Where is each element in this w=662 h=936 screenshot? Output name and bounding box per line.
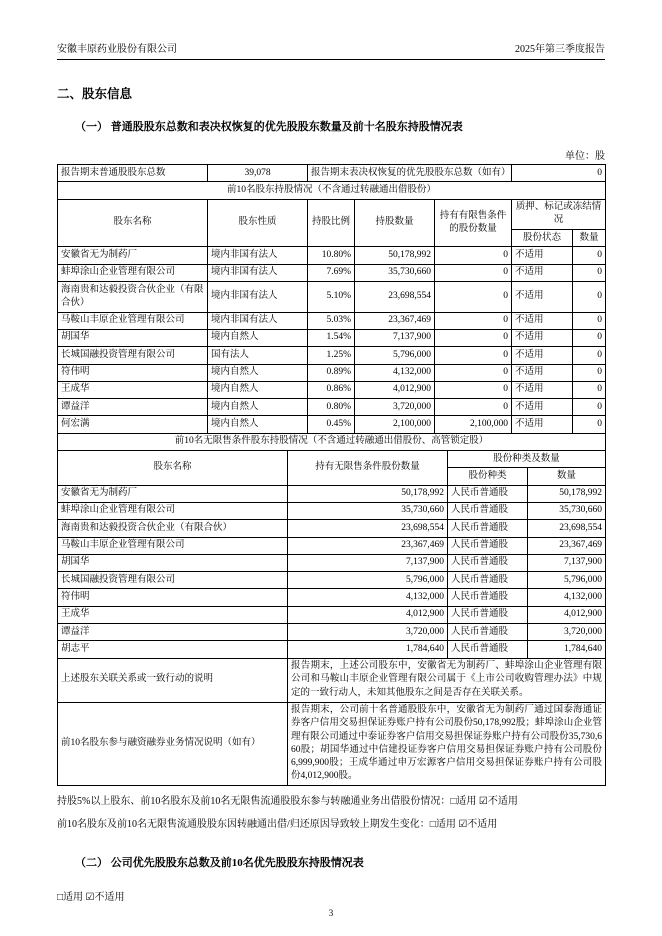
table1-header-row bbox=[58, 199, 606, 230]
cell-shareholder-nature: 境内非国有法人 bbox=[208, 264, 308, 281]
cell-shareholder-name: 蚌埠涂山企业管理有限公司 bbox=[58, 502, 288, 519]
note-row-relationships bbox=[58, 658, 606, 702]
cell-share-class: 人民币普通股 bbox=[448, 554, 528, 571]
cell-shareholder-name: 谭益洋 bbox=[58, 624, 288, 641]
cell-unrestricted-shares: 5,796,000 bbox=[288, 572, 448, 589]
cell-pledge-status: 不适用 bbox=[512, 399, 573, 416]
cell-share-class: 人民币普通股 bbox=[448, 520, 528, 537]
cell-pledge-qty: 0 bbox=[573, 282, 606, 313]
cell-holding-ratio: 1.54% bbox=[308, 329, 355, 346]
cell-shareholder-nature: 境内自然人 bbox=[208, 364, 308, 381]
table-row bbox=[58, 364, 606, 381]
table-row bbox=[58, 312, 606, 329]
cell-pledge-status: 不适用 bbox=[512, 381, 573, 398]
header-report-title: 2025年第三季度报告 bbox=[515, 44, 605, 55]
cell-pledge-qty: 0 bbox=[573, 347, 606, 364]
col-header-restricted-shares: 持有有限售条件的股份数量 bbox=[435, 199, 512, 247]
cell-shareholder-name: 谭益洋 bbox=[58, 399, 208, 416]
cell-share-qty: 7,137,900 bbox=[528, 554, 606, 571]
table1-section-header: 前10名股东持股情况（不含通过转融通出借股份） bbox=[58, 182, 606, 199]
cell-unrestricted-shares: 7,137,900 bbox=[288, 554, 448, 571]
table-row bbox=[58, 624, 606, 641]
cell-shareholder-name: 符伟明 bbox=[58, 364, 208, 381]
cell-restricted-shares: 0 bbox=[435, 347, 512, 364]
cell-shareholder-name: 符伟明 bbox=[58, 589, 288, 606]
table1-rows bbox=[58, 247, 606, 433]
note-label-margin-trading: 前10名股东参与融资融券业务情况说明（如有） bbox=[58, 702, 288, 786]
table-row bbox=[58, 502, 606, 519]
cell-pledge-qty: 0 bbox=[573, 264, 606, 281]
col-header-shares-held: 持股数量 bbox=[355, 199, 435, 247]
col-header-share-class: 股份种类 bbox=[448, 468, 528, 485]
cell-shareholder-name: 马鞍山丰原企业管理有限公司 bbox=[58, 312, 208, 329]
cell-shares-held: 23,367,469 bbox=[355, 312, 435, 329]
cell-shares-held: 35,730,660 bbox=[355, 264, 435, 281]
cell-shareholder-name: 胡国华 bbox=[58, 329, 208, 346]
summary-label-preferred-shareholders: 报告期末表决权恢复的优先股股东总数（如有） bbox=[308, 165, 512, 182]
table-row bbox=[58, 347, 606, 364]
cell-shares-held: 50,178,992 bbox=[355, 247, 435, 264]
cell-restricted-shares: 2,100,000 bbox=[435, 416, 512, 433]
cell-share-qty: 4,012,900 bbox=[528, 606, 606, 623]
table2-section-header: 前10名无限售条件股东持股情况（不含通过转融通出借股份、高管锁定股） bbox=[58, 433, 606, 450]
cell-shareholder-name: 安徽省无为制药厂 bbox=[58, 485, 288, 502]
cell-share-class: 人民币普通股 bbox=[448, 572, 528, 589]
table2-rows bbox=[58, 485, 606, 658]
col-header-unrestricted-shares: 持有无限售条件股份数量 bbox=[288, 451, 448, 486]
subsection2-applicability: □适用 ☑不适用 bbox=[57, 892, 125, 904]
summary-value-common-shareholders: 39,078 bbox=[208, 165, 308, 182]
col-header-holding-ratio: 持股比例 bbox=[308, 199, 355, 247]
cell-restricted-shares: 0 bbox=[435, 247, 512, 264]
table-row bbox=[58, 520, 606, 537]
cell-holding-ratio: 0.86% bbox=[308, 381, 355, 398]
cell-share-qty: 1,784,640 bbox=[528, 641, 606, 658]
footnote-securities-lending: 持股5%以上股东、前10名股东及前10名无限售流通股股东参与转融通业务出借股份情况：□适用 ☑不适用 bbox=[57, 796, 518, 808]
cell-shareholder-name: 王成华 bbox=[58, 381, 208, 398]
table-row bbox=[58, 606, 606, 623]
cell-share-qty: 35,730,660 bbox=[528, 502, 606, 519]
table-row bbox=[58, 554, 606, 571]
table-row bbox=[58, 399, 606, 416]
cell-pledge-status: 不适用 bbox=[512, 312, 573, 329]
cell-shareholder-nature: 境内自然人 bbox=[208, 329, 308, 346]
cell-pledge-qty: 0 bbox=[573, 364, 606, 381]
cell-unrestricted-shares: 4,132,000 bbox=[288, 589, 448, 606]
cell-holding-ratio: 5.10% bbox=[308, 282, 355, 313]
cell-holding-ratio: 1.25% bbox=[308, 347, 355, 364]
cell-shares-held: 2,100,000 bbox=[355, 416, 435, 433]
col-header-pledge-group: 质押、标记或冻结情况 bbox=[512, 199, 606, 230]
cell-shares-held: 7,137,900 bbox=[355, 329, 435, 346]
cell-shareholder-name: 安徽省无为制药厂 bbox=[58, 247, 208, 264]
cell-pledge-qty: 0 bbox=[573, 416, 606, 433]
subsection1-title: （一） 普通股股东总数和表决权恢复的优先股股东数量及前十名股东持股情况表 bbox=[75, 121, 463, 133]
cell-pledge-qty: 0 bbox=[573, 312, 606, 329]
unrestricted-shareholders-table bbox=[57, 433, 606, 787]
table1-head bbox=[58, 165, 606, 247]
cell-unrestricted-shares: 23,698,554 bbox=[288, 520, 448, 537]
col-header-share-qty: 数量 bbox=[528, 468, 606, 485]
cell-shareholder-name: 何宏满 bbox=[58, 416, 208, 433]
cell-pledge-qty: 0 bbox=[573, 247, 606, 264]
table-row bbox=[58, 282, 606, 313]
col-header-pledge-qty: 数量 bbox=[573, 230, 606, 247]
table-notes bbox=[58, 658, 606, 786]
note-text-margin-trading: 报告期末，公司前十名普通股股东中，安徽省无为制药厂通过国泰海通证券客户信用交易担保证券账户持有公司股份50,178,992股；蚌埠涂山企业管理有限公司通过中泰证券客户信用交易担保证券账户持有公司股份35,730,660股；胡国华通过中信建投证券客户信用交易担保证券账户持有公司股份6,999,900股；王成华通过申万宏源客户信用交易担保证券账户持有公司股份4,012,900股。 bbox=[288, 702, 606, 786]
cell-share-class: 人民币普通股 bbox=[448, 589, 528, 606]
cell-holding-ratio: 5.03% bbox=[308, 312, 355, 329]
cell-restricted-shares: 0 bbox=[435, 329, 512, 346]
cell-pledge-status: 不适用 bbox=[512, 247, 573, 264]
cell-share-qty: 23,698,554 bbox=[528, 520, 606, 537]
table-row bbox=[58, 641, 606, 658]
cell-shareholder-nature: 境内自然人 bbox=[208, 381, 308, 398]
subsection2-title: （二） 公司优先股股东总数及前10名优先股股东持股情况表 bbox=[75, 857, 364, 870]
footnote-lending-change: 前10名股东及前10名无限售流通股股东因转融通出借/归还原因导致较上期发生变化：□适用 ☑不适用 bbox=[57, 819, 498, 831]
cell-restricted-shares: 0 bbox=[435, 399, 512, 416]
summary-value-preferred-shareholders: 0 bbox=[512, 165, 606, 182]
table2-header-row bbox=[58, 451, 606, 468]
cell-holding-ratio: 7.69% bbox=[308, 264, 355, 281]
note-row-margin-trading bbox=[58, 702, 606, 786]
cell-restricted-shares: 0 bbox=[435, 312, 512, 329]
cell-share-class: 人民币普通股 bbox=[448, 624, 528, 641]
cell-shares-held: 4,012,900 bbox=[355, 381, 435, 398]
cell-shares-held: 23,698,554 bbox=[355, 282, 435, 313]
cell-pledge-qty: 0 bbox=[573, 381, 606, 398]
cell-share-qty: 4,132,000 bbox=[528, 589, 606, 606]
cell-shareholder-nature: 国有法人 bbox=[208, 347, 308, 364]
cell-shareholder-name: 王成华 bbox=[58, 606, 288, 623]
cell-restricted-shares: 0 bbox=[435, 282, 512, 313]
table-row bbox=[58, 485, 606, 502]
table2-head bbox=[58, 433, 606, 485]
cell-share-class: 人民币普通股 bbox=[448, 641, 528, 658]
unit-label: 单位：股 bbox=[565, 151, 605, 162]
table1-section-header-row bbox=[58, 182, 606, 199]
note-label-relationships: 上述股东关联关系或一致行动的说明 bbox=[58, 658, 288, 702]
col-header-shareholder-nature: 股东性质 bbox=[208, 199, 308, 247]
table-row bbox=[58, 329, 606, 346]
cell-pledge-status: 不适用 bbox=[512, 416, 573, 433]
cell-shareholder-name: 胡志平 bbox=[58, 641, 288, 658]
table-row bbox=[58, 416, 606, 433]
cell-share-qty: 23,367,469 bbox=[528, 537, 606, 554]
table-row bbox=[58, 537, 606, 554]
cell-share-qty: 50,178,992 bbox=[528, 485, 606, 502]
cell-shareholder-nature: 境内自然人 bbox=[208, 416, 308, 433]
cell-holding-ratio: 0.89% bbox=[308, 364, 355, 381]
cell-shareholder-name: 马鞍山丰原企业管理有限公司 bbox=[58, 537, 288, 554]
cell-unrestricted-shares: 50,178,992 bbox=[288, 485, 448, 502]
top-shareholders-table bbox=[57, 164, 606, 434]
cell-share-qty: 3,720,000 bbox=[528, 624, 606, 641]
cell-holding-ratio: 10.80% bbox=[308, 247, 355, 264]
header-company-name: 安徽丰原药业股份有限公司 bbox=[57, 44, 177, 55]
cell-pledge-qty: 0 bbox=[573, 329, 606, 346]
cell-share-class: 人民币普通股 bbox=[448, 606, 528, 623]
cell-share-qty: 5,796,000 bbox=[528, 572, 606, 589]
cell-restricted-shares: 0 bbox=[435, 264, 512, 281]
cell-shareholder-nature: 境内非国有法人 bbox=[208, 312, 308, 329]
cell-shares-held: 3,720,000 bbox=[355, 399, 435, 416]
cell-holding-ratio: 0.45% bbox=[308, 416, 355, 433]
cell-unrestricted-shares: 35,730,660 bbox=[288, 502, 448, 519]
cell-unrestricted-shares: 4,012,900 bbox=[288, 606, 448, 623]
table-row bbox=[58, 264, 606, 281]
cell-share-class: 人民币普通股 bbox=[448, 537, 528, 554]
summary-label-common-shareholders: 报告期末普通股股东总数 bbox=[58, 165, 208, 182]
cell-shareholder-name: 长城国融投资管理有限公司 bbox=[58, 347, 208, 364]
cell-pledge-qty: 0 bbox=[573, 399, 606, 416]
cell-shareholder-name: 海南贵和达毅投资合伙企业（有限合伙） bbox=[58, 520, 288, 537]
cell-holding-ratio: 0.80% bbox=[308, 399, 355, 416]
cell-shares-held: 5,796,000 bbox=[355, 347, 435, 364]
table-row bbox=[58, 381, 606, 398]
cell-shareholder-name: 胡国华 bbox=[58, 554, 288, 571]
table-row bbox=[58, 247, 606, 264]
cell-share-class: 人民币普通股 bbox=[448, 502, 528, 519]
col-header-share-class-group: 股份种类及数量 bbox=[448, 451, 606, 468]
cell-restricted-shares: 0 bbox=[435, 381, 512, 398]
summary-row bbox=[58, 165, 606, 182]
cell-pledge-status: 不适用 bbox=[512, 364, 573, 381]
document-header bbox=[57, 40, 605, 60]
page-number: 3 bbox=[328, 908, 334, 918]
cell-shareholder-name: 长城国融投资管理有限公司 bbox=[58, 572, 288, 589]
note-text-relationships: 报告期末，上述公司股东中，安徽省无为制药厂、蚌埠涂山企业管理有限公司和马鞍山丰原企业管理有限公司属于《上市公司收购管理办法》中规定的一致行动人，未知其他股东之间是否存在关联关系。 bbox=[288, 658, 606, 702]
cell-shares-held: 4,132,000 bbox=[355, 364, 435, 381]
section-title: 二、股东信息 bbox=[57, 87, 133, 101]
cell-shareholder-nature: 境内自然人 bbox=[208, 399, 308, 416]
cell-restricted-shares: 0 bbox=[435, 364, 512, 381]
cell-unrestricted-shares: 23,367,469 bbox=[288, 537, 448, 554]
cell-share-class: 人民币普通股 bbox=[448, 485, 528, 502]
cell-shareholder-name: 海南贵和达毅投资合伙企业（有限合伙） bbox=[58, 282, 208, 313]
table-row bbox=[58, 589, 606, 606]
cell-pledge-status: 不适用 bbox=[512, 264, 573, 281]
col-header-shareholder-name: 股东名称 bbox=[58, 451, 288, 486]
cell-pledge-status: 不适用 bbox=[512, 329, 573, 346]
table-row bbox=[58, 572, 606, 589]
cell-pledge-status: 不适用 bbox=[512, 347, 573, 364]
cell-pledge-status: 不适用 bbox=[512, 282, 573, 313]
cell-unrestricted-shares: 1,784,640 bbox=[288, 641, 448, 658]
col-header-shareholder-name: 股东名称 bbox=[58, 199, 208, 247]
cell-shareholder-nature: 境内非国有法人 bbox=[208, 282, 308, 313]
col-header-pledge-status: 股份状态 bbox=[512, 230, 573, 247]
cell-shareholder-name: 蚌埠涂山企业管理有限公司 bbox=[58, 264, 208, 281]
table2-section-header-row bbox=[58, 433, 606, 450]
cell-unrestricted-shares: 3,720,000 bbox=[288, 624, 448, 641]
cell-shareholder-nature: 境内非国有法人 bbox=[208, 247, 308, 264]
